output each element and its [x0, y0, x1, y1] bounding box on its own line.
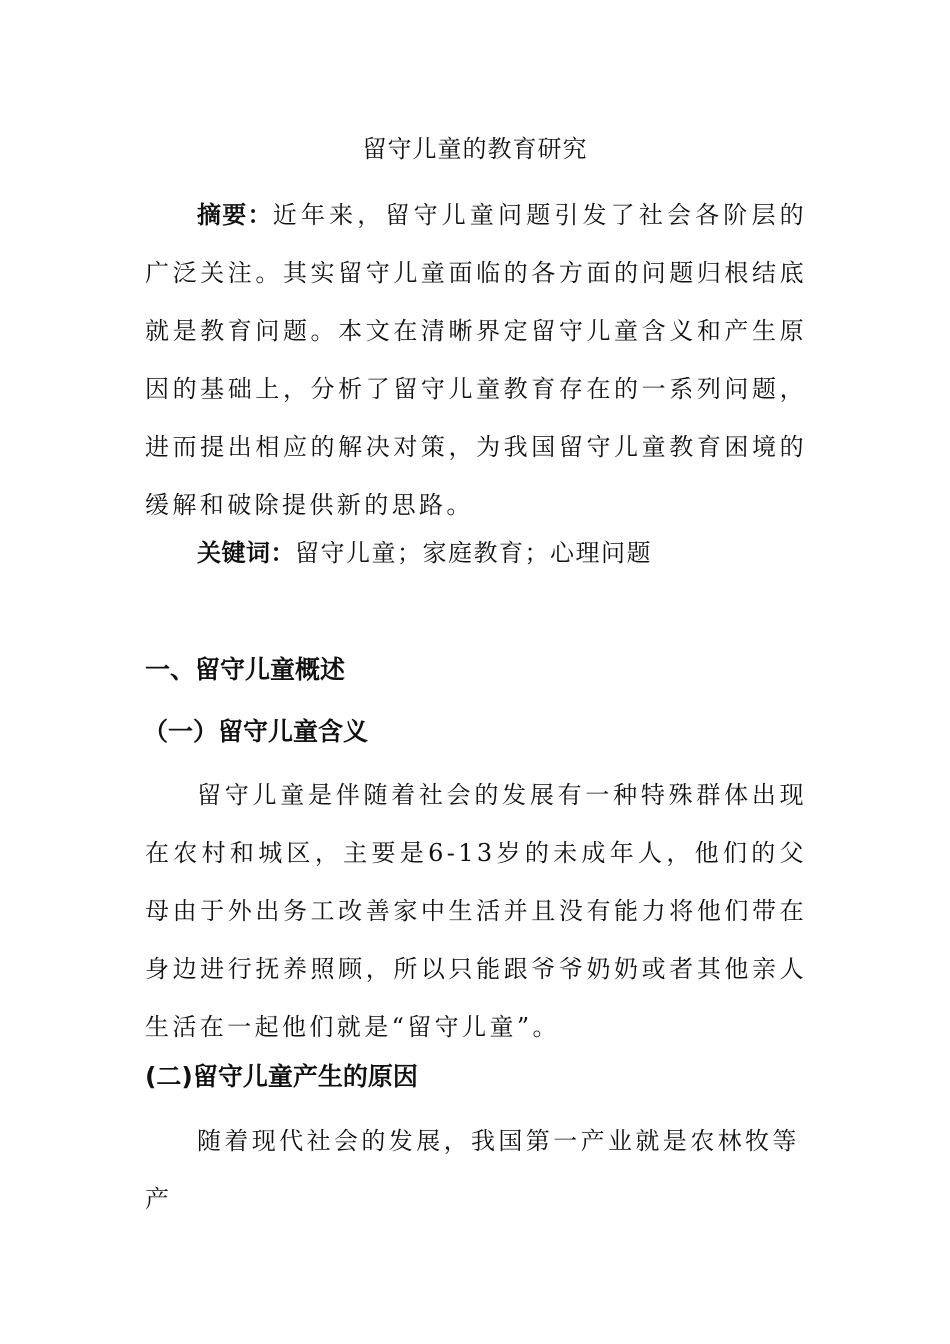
subsection-heading-definition: （一）留守儿童含义	[143, 717, 369, 746]
keywords-text: 留守儿童；家庭教育；心理问题	[295, 539, 652, 567]
abstract-paragraph	[145, 186, 807, 534]
subsection-heading-causes: (二)留守儿童产生的原因	[145, 1062, 418, 1091]
document-title: 留守儿童的教育研究	[362, 135, 588, 163]
definition-paragraph: 留守儿童是伴随着社会的发展有一种特殊群体出现在农村和城区，主要是6-13岁的未成年人，他们的父母由于外出务工改善家中生活并且没有能力将他们带在身边进行抚养照顾，所以只能跟爷爷奶奶或者其他亲人生活在一起他们就是“留守儿童”。	[145, 781, 807, 1041]
causes-paragraph: 随着现代社会的发展，我国第一产业就是农林牧等产	[145, 1127, 800, 1213]
abstract-text: 近年来，留守儿童问题引发了社会各阶层的广泛关注。其实留守儿童面临的各方面的问题归根结底就是教育问题。本文在清晰界定留守儿童含义和产生原因的基础上，分析了留守儿童教育存在的一系列问题，进而提出相应的解决对策，为我国留守儿童教育困境的缓解和破除提供新的思路。	[145, 201, 808, 519]
keywords-label: 关键词：	[197, 539, 295, 567]
abstract-label: 摘要：	[197, 201, 273, 229]
section-heading-overview: 一、留守儿童概述	[145, 655, 346, 684]
keywords-line	[197, 529, 652, 577]
